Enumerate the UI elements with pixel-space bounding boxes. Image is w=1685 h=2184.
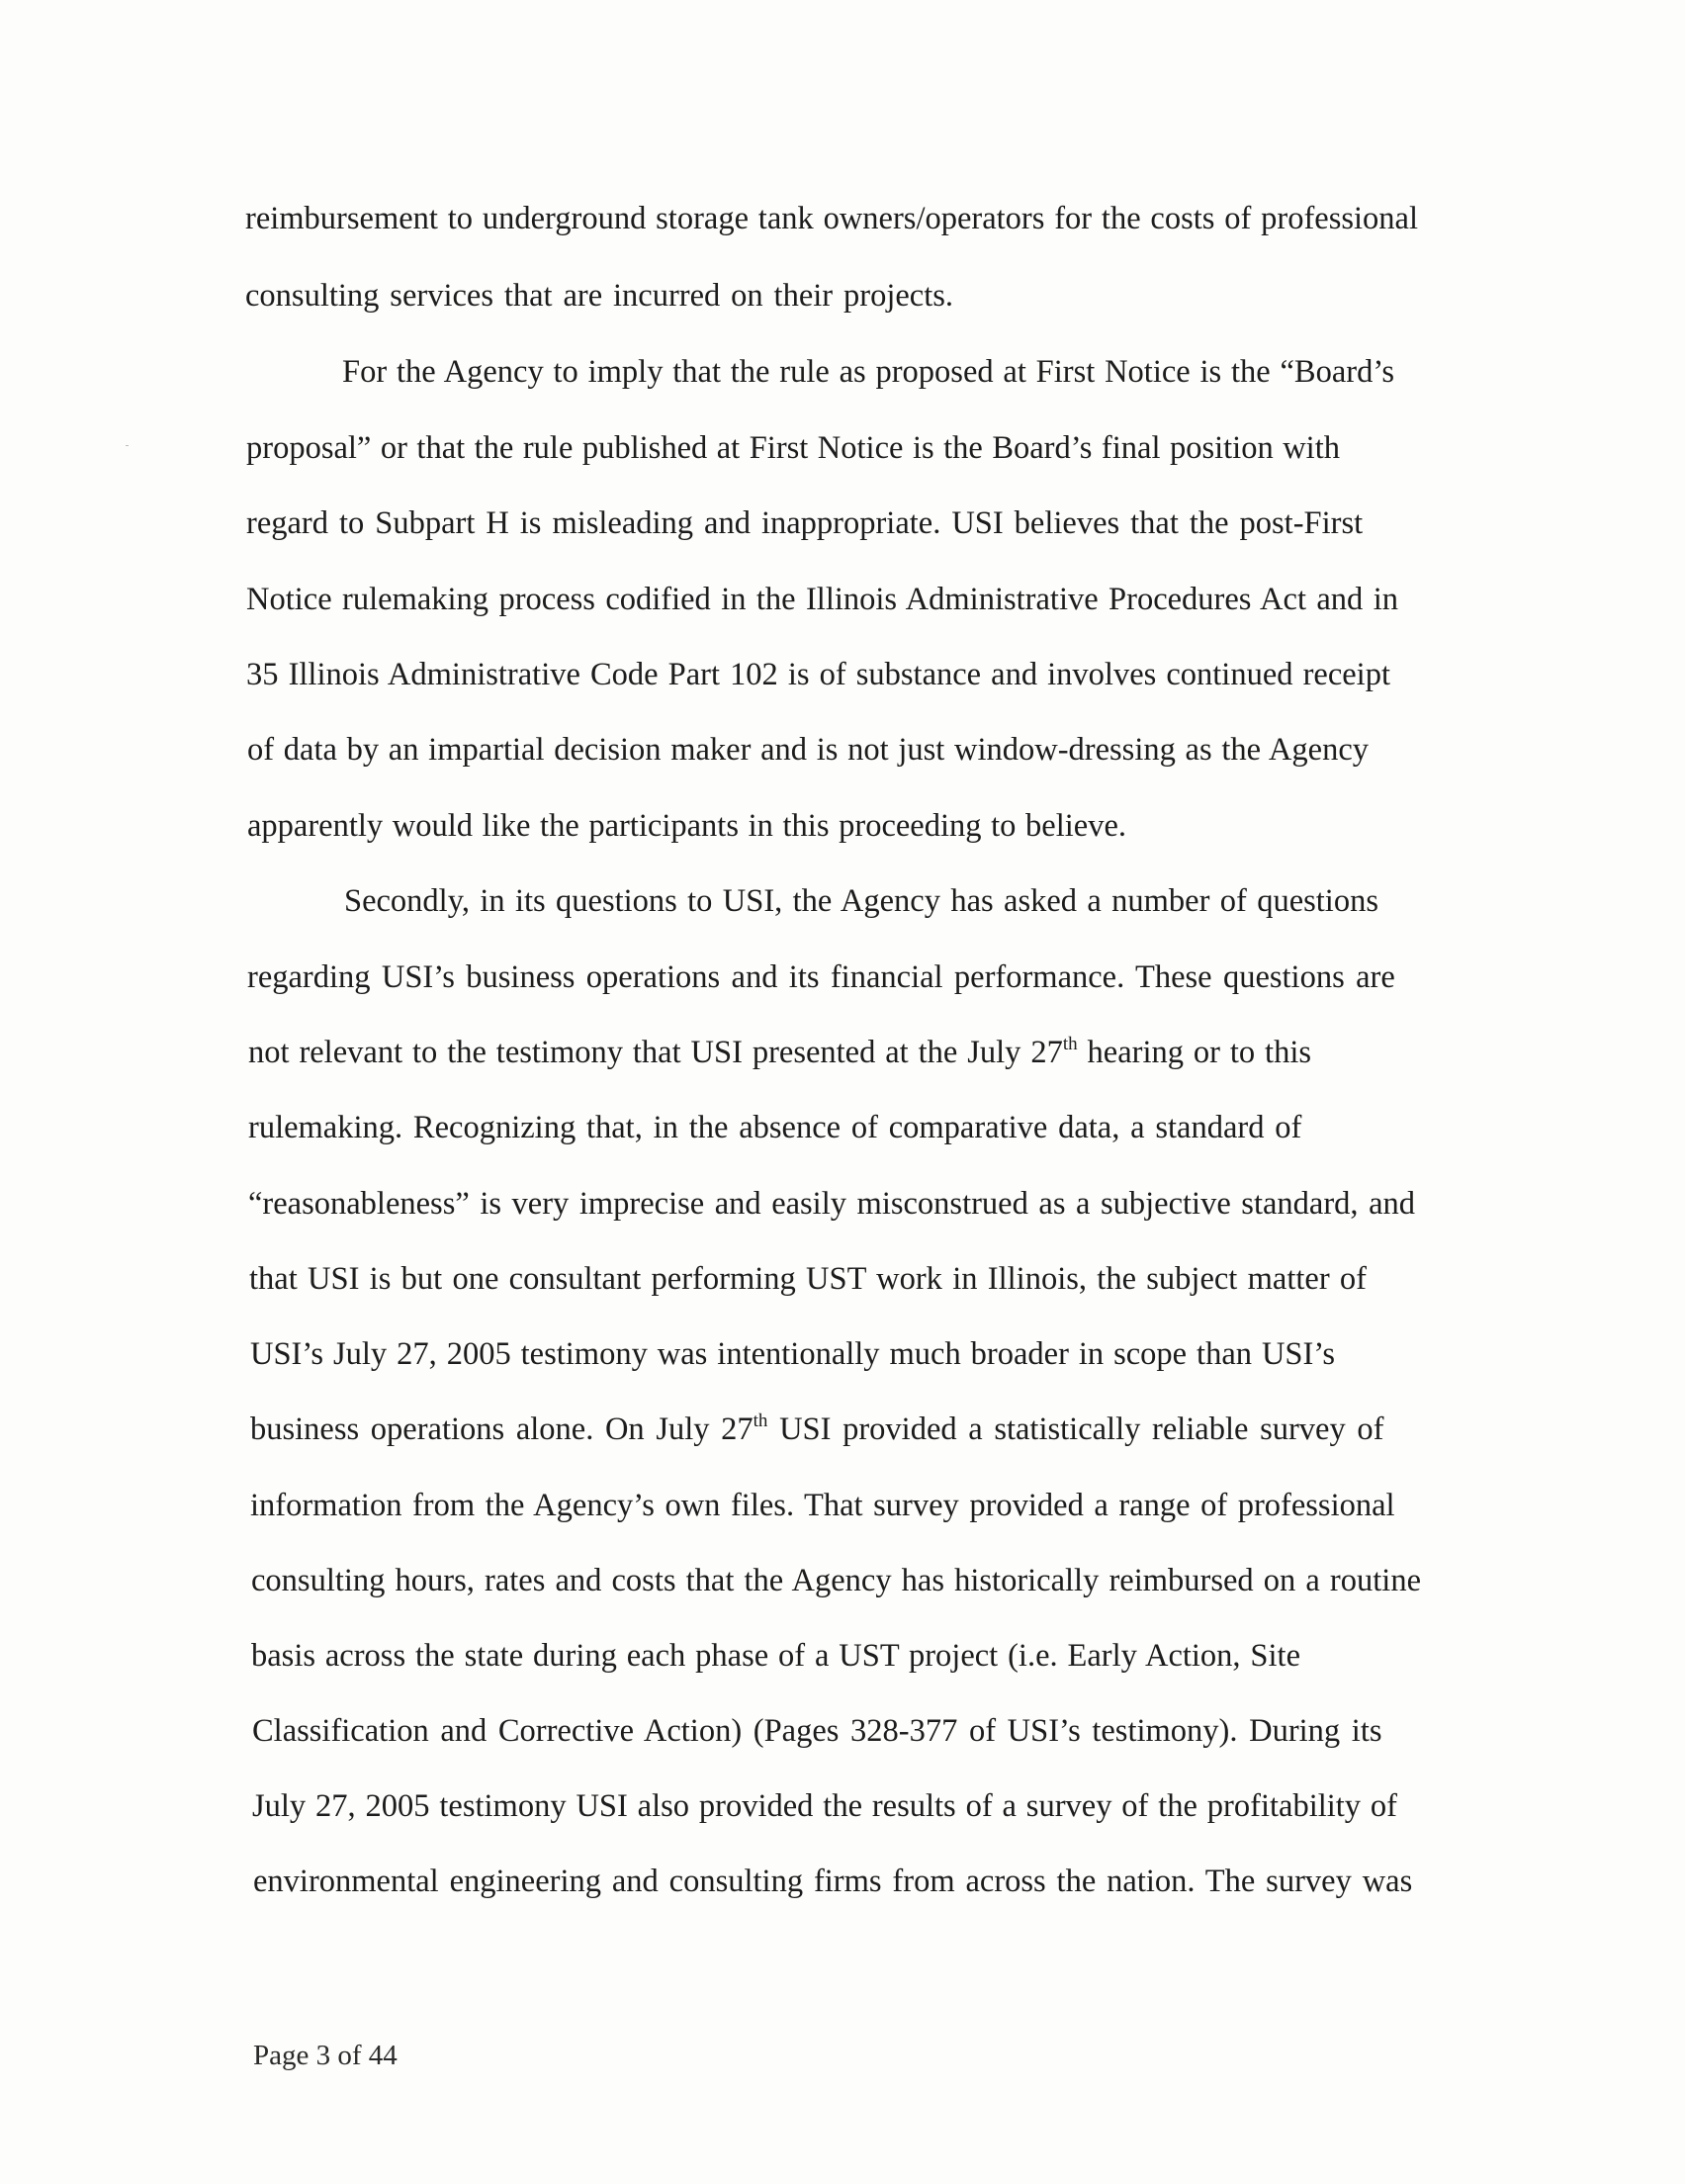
body-line-8: of data by an impartial decision maker and is not just window-dressing as the Agency: [247, 732, 1369, 768]
page-number: Page 3 of 44: [253, 2040, 398, 2071]
body-line-7: 35 Illinois Administrative Code Part 102 is of substance and involves continued receipt: [246, 657, 1390, 692]
body-line-3: For the Agency to imply that the rule as proposed at First Notice is the “Board’s: [342, 354, 1394, 390]
body-line-12-text: not relevant to the testimony that USI presented at the July 27: [248, 1035, 1063, 1070]
body-line-11: regarding USI’s business operations and its financial performance. These questions are: [247, 959, 1395, 995]
body-line-14: “reasonableness” is very imprecise and easily misconstrued as a subjective standard, and: [248, 1186, 1415, 1222]
body-line-17-text-end: USI provided a statistically reliable survey of: [767, 1411, 1384, 1447]
ordinal-suffix: th: [753, 1410, 768, 1431]
scan-mark: [126, 445, 129, 446]
body-line-21: Classification and Corrective Action) (Pages 328-377 of USI’s testimony). During its: [252, 1713, 1382, 1749]
body-line-20: basis across the state during each phase of a UST project (i.e. Early Action, Site: [251, 1638, 1300, 1674]
body-line-19: consulting hours, rates and costs that the Agency has historically reimbursed on a routine: [251, 1563, 1421, 1598]
body-line-12-text-end: hearing or to this: [1077, 1035, 1312, 1070]
body-line-6: Notice rulemaking process codified in the Illinois Administrative Procedures Act and in: [246, 582, 1398, 617]
body-line-2: consulting services that are incurred on their projects.: [245, 278, 953, 314]
ordinal-suffix: th: [1062, 1034, 1078, 1054]
body-line-12: [248, 1034, 1312, 1070]
body-line-16: USI’s July 27, 2005 testimony was intentionally much broader in scope than USI’s: [250, 1336, 1335, 1372]
body-line-9: apparently would like the participants in this proceeding to believe.: [247, 808, 1126, 844]
body-line-17-text: business operations alone. On July 27: [250, 1411, 754, 1447]
body-line-13: rulemaking. Recognizing that, in the absence of comparative data, a standard of: [248, 1110, 1302, 1145]
body-line-10: Secondly, in its questions to USI, the Agency has asked a number of questions: [344, 883, 1378, 919]
body-line-15: that USI is but one consultant performing UST work in Illinois, the subject matter of: [249, 1261, 1367, 1297]
body-line-1: reimbursement to underground storage tank owners/operators for the costs of professional: [245, 201, 1418, 236]
body-line-4: proposal” or that the rule published at First Notice is the Board’s final position with: [246, 430, 1340, 466]
body-line-5: regard to Subpart H is misleading and inappropriate. USI believes that the post-First: [246, 505, 1364, 541]
body-line-17: [250, 1410, 1384, 1447]
body-line-18: information from the Agency’s own files. That survey provided a range of professional: [250, 1488, 1395, 1523]
body-line-22: July 27, 2005 testimony USI also provided the results of a survey of the profitability of: [252, 1788, 1397, 1824]
body-line-23: environmental engineering and consulting firms from across the nation. The survey was: [253, 1864, 1413, 1899]
